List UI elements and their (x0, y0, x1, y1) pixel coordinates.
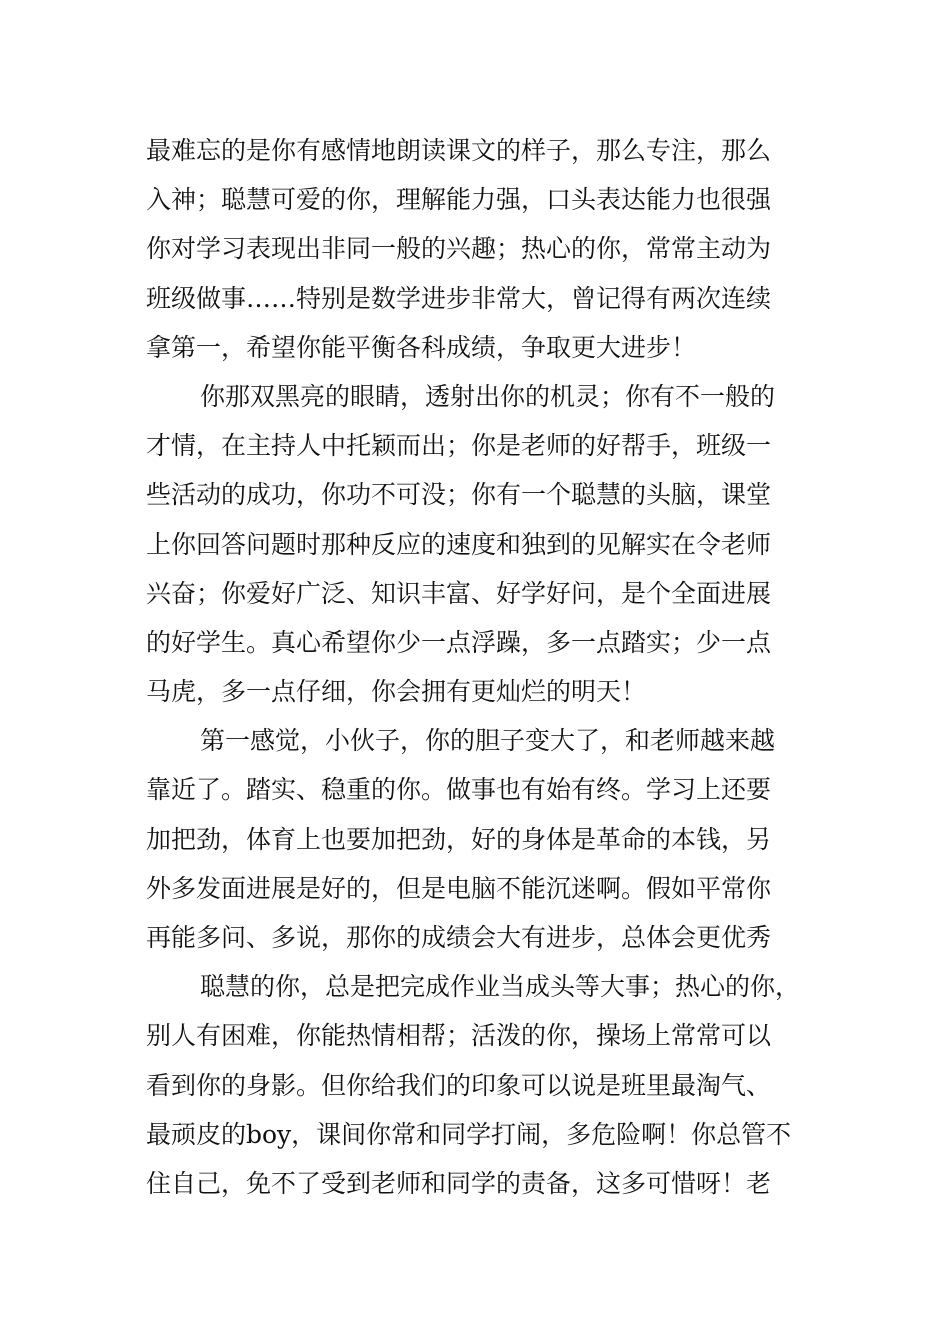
paragraph-line: 最难忘的是你有感情地朗读课文的样子，那么专注，那么 (146, 136, 772, 165)
paragraph-line: 外多发面进展是好的，但是电脑不能沉迷啊。假如平常你 (146, 873, 772, 903)
paragraph-line: 上你回答问题时那种反应的速度和独到的见解实在令老师 (146, 529, 772, 559)
document-body (146, 126, 826, 1208)
paragraph-first-line: 你那双黑亮的眼睛，透射出你的机灵；你有不一般的 (200, 381, 776, 411)
paragraph-line: 的好学生。真心希望你少一点浮躁，多一点踏实；少一点 (146, 627, 772, 657)
paragraph-line: 你对学习表现出非同一般的兴趣；热心的你，常常主动为 (146, 234, 772, 264)
paragraph-line: 再能多问、多说，那你的成绩会大有进步，总体会更优秀 (146, 923, 772, 952)
paragraph-line: 马虎，多一点仔细，你会拥有更灿烂的明天！ (146, 677, 647, 707)
paragraph-2 (146, 372, 826, 716)
paragraph-line: 最顽皮的boy，课间你常和同学打闹，多危险啊！你总管不 (146, 1119, 792, 1149)
paragraph-line: 看到你的身影。但你给我们的印象可以说是班里最淘气、 (146, 1070, 772, 1100)
paragraph-line: 兴奋；你爱好广泛、知识丰富、好学好问，是个全面进展 (146, 578, 772, 608)
paragraph-1 (146, 126, 826, 372)
paragraph-first-line: 第一感觉，小伙子，你的胆子变大了，和老师越来越 (200, 726, 776, 756)
paragraph-line: 才情，在主持人中托颖而出；你是老师的好帮手，班级一 (146, 431, 772, 461)
paragraph-4 (146, 962, 826, 1208)
paragraph-line: 班级做事……特别是数学进步非常大，曾记得有两次连续 (146, 283, 772, 313)
paragraph-first-line: 聪慧的你，总是把完成作业当成头等大事；热心的你， (200, 972, 801, 1002)
paragraph-line: 些活动的成功，你功不可没；你有一个聪慧的头脑，课堂 (146, 480, 772, 510)
paragraph-line: 住自己，免不了受到老师和同学的责备，这多可惜呀！老 (146, 1168, 772, 1198)
paragraph-line: 靠近了。踏实、稳重的你。做事也有始有终。学习上还要 (146, 775, 772, 805)
paragraph-line: 拿第一，希望你能平衡各科成绩，争取更大进步！ (146, 332, 697, 362)
paragraph-3 (146, 716, 826, 962)
paragraph-line: 入神；聪慧可爱的你，理解能力强，口头表达能力也很强 (146, 185, 772, 215)
paragraph-line: 加把劲，体育上也要加把劲，好的身体是革命的本钱，另 (146, 824, 772, 854)
paragraph-line: 别人有困难，你能热情相帮；活泼的你，操场上常常可以 (146, 1021, 772, 1051)
